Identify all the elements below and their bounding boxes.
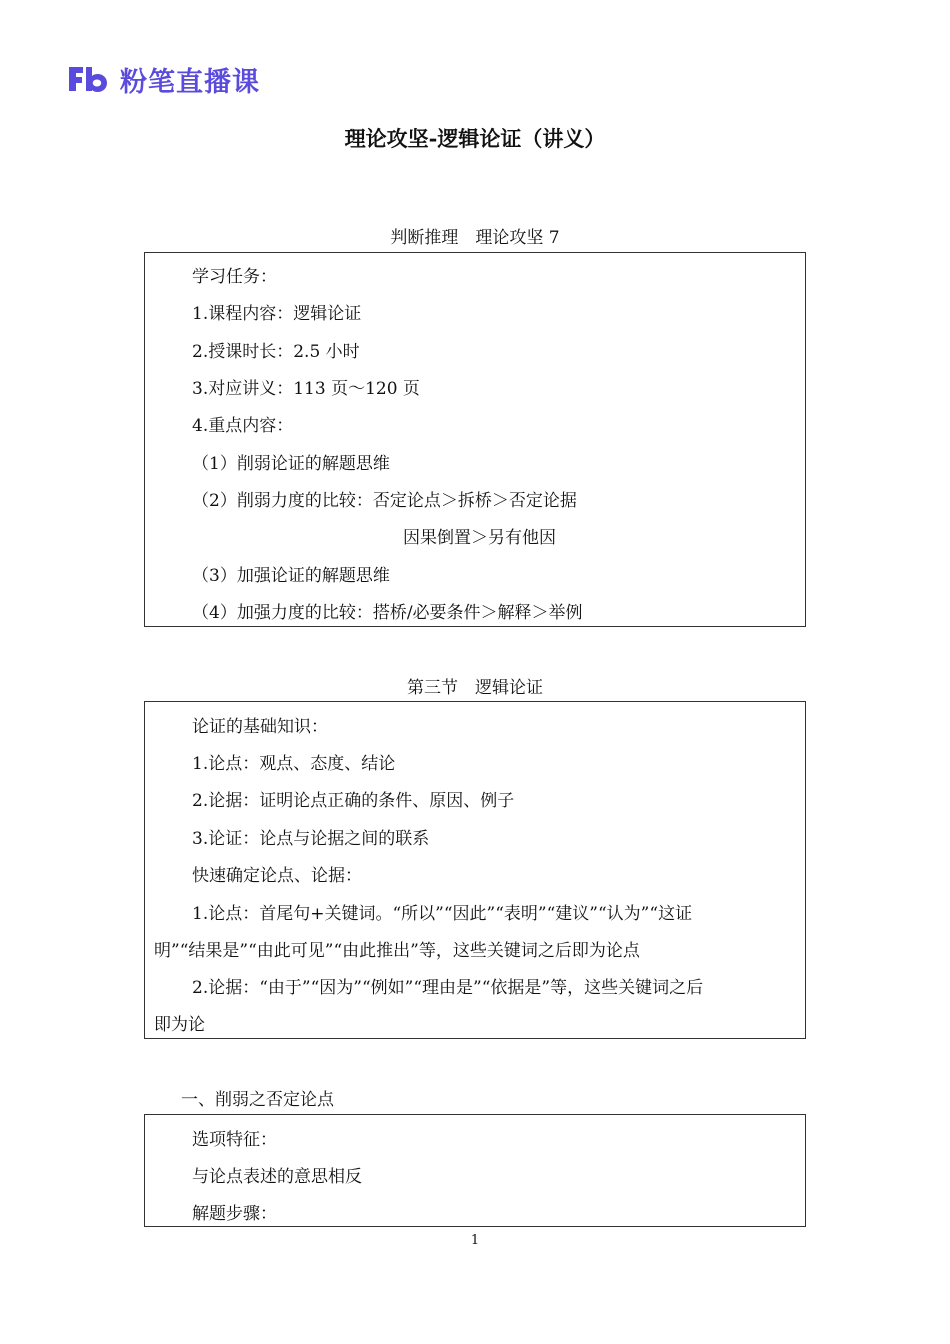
section3-box bbox=[144, 1114, 806, 1227]
section3-heading: 一、削弱之否定论点 bbox=[181, 1090, 334, 1110]
section1-line: 学习任务： bbox=[192, 267, 277, 287]
section1-line: 4.重点内容： bbox=[192, 416, 294, 436]
section2-line: 2.论据：证明论点正确的条件、原因、例子 bbox=[192, 791, 515, 811]
document-title: 理论攻坚-逻辑论证（讲义） bbox=[344, 126, 606, 151]
section3-line: 选项特征： bbox=[192, 1130, 277, 1150]
section3-line: 解题步骤： bbox=[192, 1204, 277, 1224]
section2-line: 快速确定论点、论据： bbox=[192, 866, 362, 886]
brand-logo bbox=[66, 62, 260, 96]
section2-caption: 第三节 逻辑论证 bbox=[407, 678, 543, 698]
section2-line: 明”“结果是”“由此可见”“由此推出”等，这些关键词之后即为论点 bbox=[154, 941, 640, 961]
section2-line: 即为论 bbox=[154, 1015, 205, 1035]
brand-logo-text: 粉笔直播课 bbox=[120, 66, 260, 98]
section2-line: 1.论点：首尾句+关键词。“所以”“因此”“表明”“建议”“认为”“这证 bbox=[192, 904, 693, 924]
section1-box bbox=[144, 252, 806, 627]
fb-logo-icon bbox=[66, 63, 110, 95]
section1-line: 因果倒置＞另有他因 bbox=[403, 528, 556, 548]
section1-line: （2）削弱力度的比较：否定论点＞拆桥＞否定论据 bbox=[192, 491, 577, 511]
page-number: 1 bbox=[470, 1233, 480, 1248]
section1-line: （4）加强力度的比较：搭桥/必要条件＞解释＞举例 bbox=[192, 603, 583, 623]
section1-line: （1）削弱论证的解题思维 bbox=[192, 454, 390, 474]
section1-line: 1.课程内容：逻辑论证 bbox=[192, 304, 362, 324]
section2-line: 2.论据：“由于”“因为”“例如”“理由是”“依据是”等，这些关键词之后 bbox=[192, 978, 704, 998]
section1-line: 3.对应讲义：113 页～120 页 bbox=[192, 379, 420, 399]
section2-line: 论证的基础知识： bbox=[192, 717, 328, 737]
section2-line: 3.论证：论点与论据之间的联系 bbox=[192, 829, 430, 849]
section1-line: （3）加强论证的解题思维 bbox=[192, 566, 390, 586]
section3-line: 与论点表述的意思相反 bbox=[192, 1167, 362, 1187]
section1-line: 2.授课时长：2.5 小时 bbox=[192, 342, 360, 362]
section2-line: 1.论点：观点、态度、结论 bbox=[192, 754, 396, 774]
section2-box bbox=[144, 701, 806, 1039]
section1-caption: 判断推理 理论攻坚 7 bbox=[390, 228, 560, 248]
